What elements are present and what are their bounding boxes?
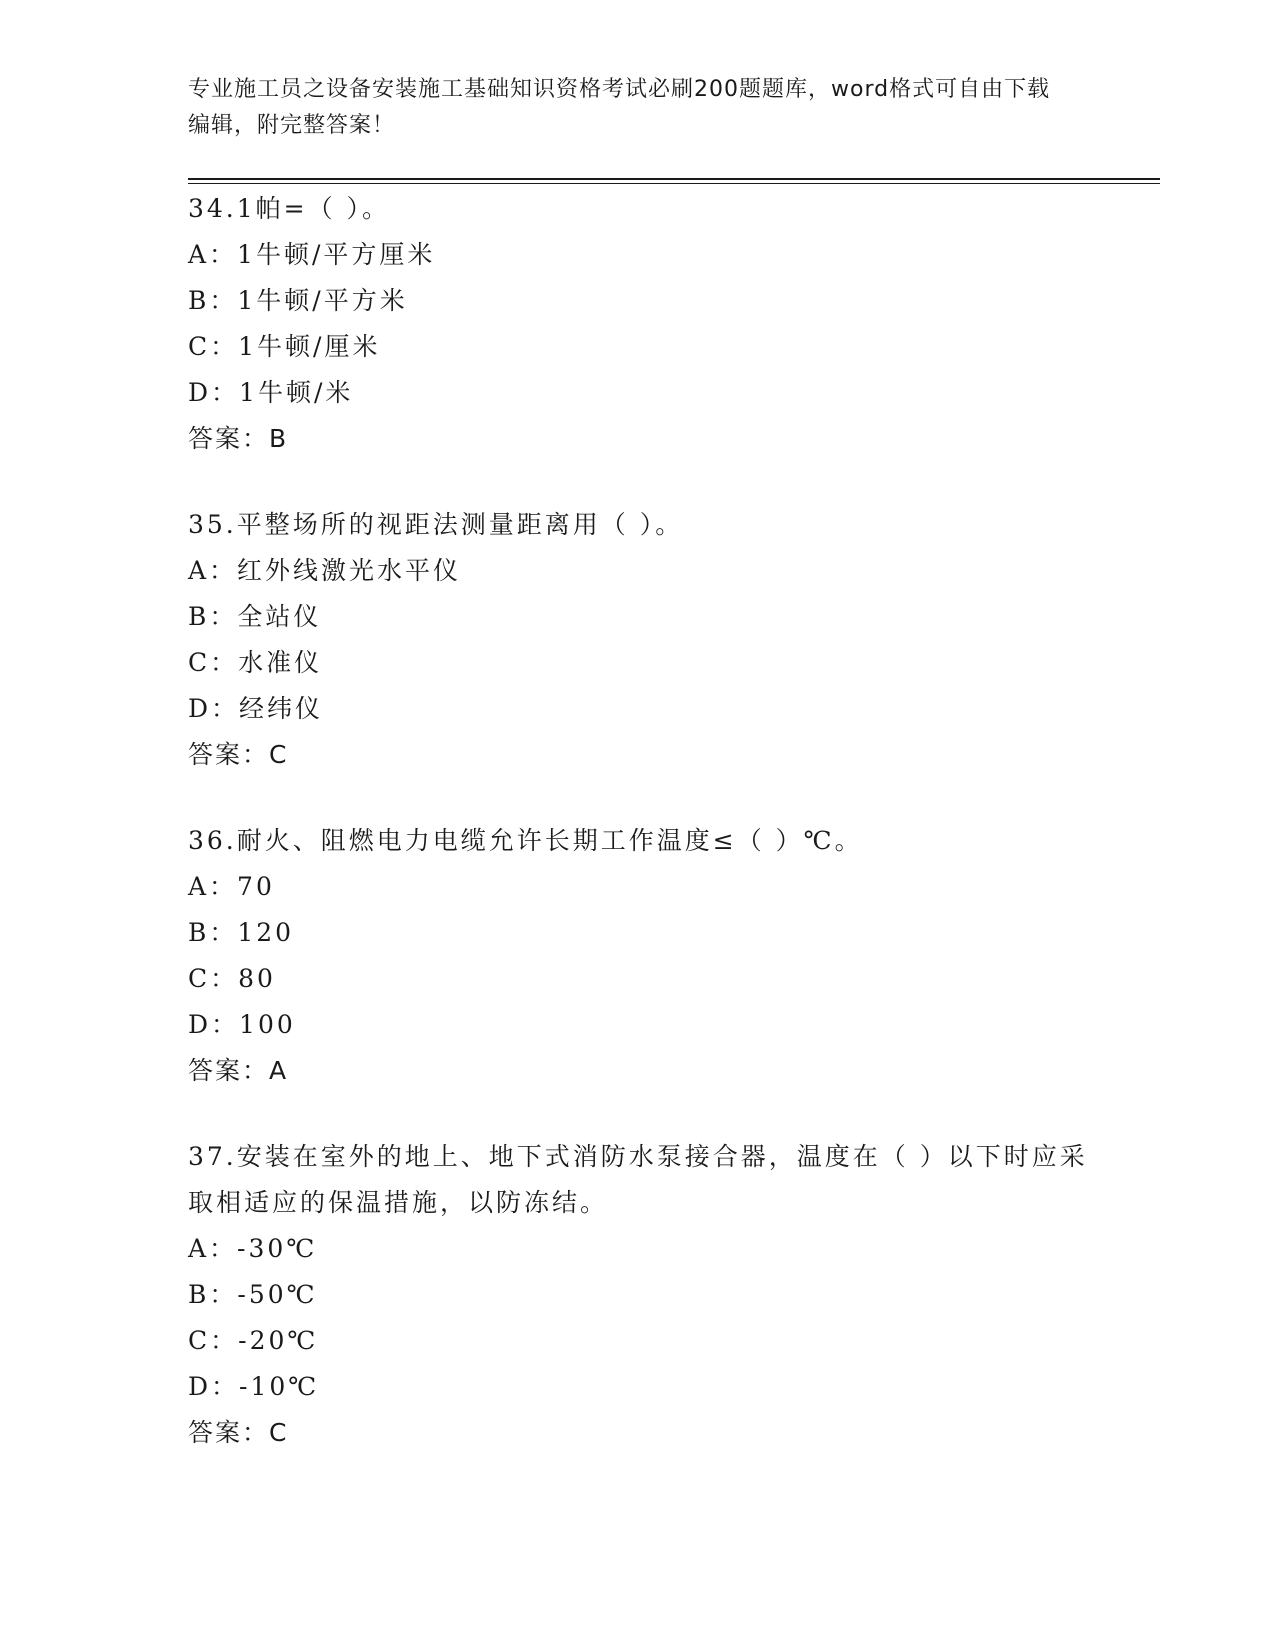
- question-37: [188, 1134, 1088, 1456]
- option-d: D：1牛顿/米: [188, 378, 354, 407]
- option-c: C：水准仪: [188, 648, 323, 677]
- question-stem: 37.安装在室外的地上、地下式消防水泵接合器，温度在（ ）以下时应采取相适应的保温措施，以防冻结。: [188, 1142, 1088, 1217]
- answer: 答案：B: [188, 424, 289, 453]
- option-a: A：红外线激光水平仪: [188, 556, 462, 585]
- option-a: A：-30℃: [188, 1234, 318, 1263]
- question-stem: 34.1帕=（ ）。: [188, 194, 391, 223]
- option-d: D：-10℃: [188, 1372, 320, 1401]
- question-34: [188, 186, 1088, 462]
- option-b: B：-50℃: [188, 1280, 318, 1309]
- option-c: C：-20℃: [188, 1326, 319, 1355]
- answer: 答案：C: [188, 740, 289, 769]
- header-divider-thick: [188, 178, 1160, 180]
- option-b: B：120: [188, 918, 295, 947]
- answer: 答案：A: [188, 1056, 289, 1085]
- option-c: C：80: [188, 964, 276, 993]
- option-a: A：1牛顿/平方厘米: [188, 240, 436, 269]
- option-b: B：全站仪: [188, 602, 322, 631]
- question-stem: 35.平整场所的视距法测量距离用（ ）。: [188, 510, 684, 539]
- question-35: [188, 502, 1088, 778]
- option-d: D：100: [188, 1010, 296, 1039]
- option-d: D：经纬仪: [188, 694, 324, 723]
- option-c: C：1牛顿/厘米: [188, 332, 381, 361]
- answer: 答案：C: [188, 1418, 289, 1447]
- option-a: A：70: [188, 872, 275, 901]
- document-header: 专业施工员之设备安装施工基础知识资格考试必刷200题题库，word格式可自由下载编辑，附完整答案！: [188, 77, 1051, 138]
- option-b: B：1牛顿/平方米: [188, 286, 408, 315]
- question-36: [188, 818, 1088, 1094]
- header-divider-thin: [188, 183, 1160, 184]
- question-stem: 36.耐火、阻燃电力电缆允许长期工作温度≤（ ）℃。: [188, 826, 863, 855]
